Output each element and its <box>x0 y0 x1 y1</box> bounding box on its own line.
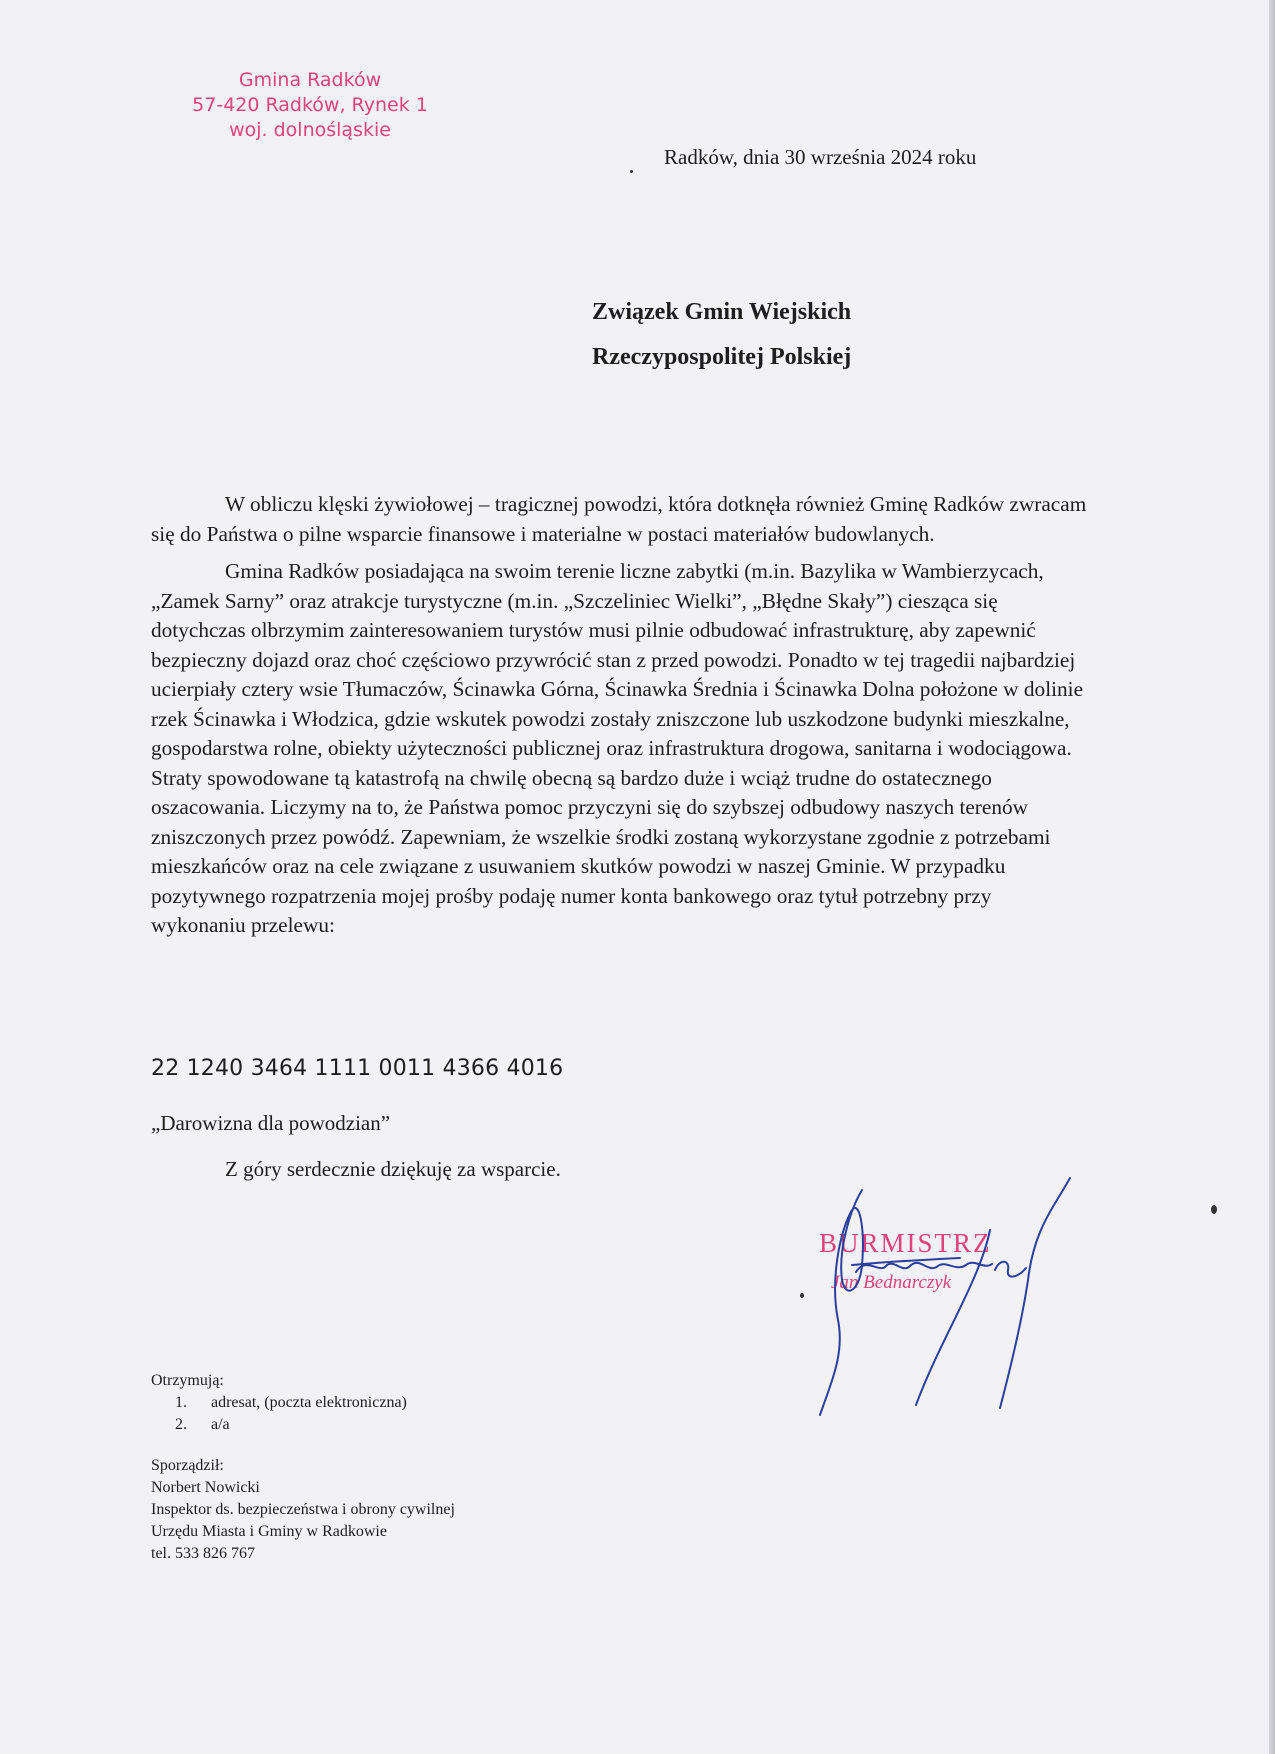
handwritten-signature <box>790 1170 1080 1420</box>
recipients-list <box>151 1370 407 1436</box>
page-edge <box>1269 0 1275 1754</box>
recipient-item-number: 1. <box>175 1394 187 1411</box>
speck-mark <box>1211 1205 1217 1214</box>
speck-mark <box>630 170 633 173</box>
stamp-title: BURMISTRZ <box>819 1228 992 1258</box>
recipient-line-2: Rzeczypospolitej Polskiej <box>592 344 852 370</box>
recipient-item-text: adresat, (poczta elektroniczna) <box>211 1394 407 1411</box>
recipient-item <box>151 1414 407 1436</box>
recipient-item-number: 2. <box>175 1416 187 1433</box>
recipient-item <box>151 1392 407 1414</box>
transfer-title: „Darowizna dla powodzian” <box>151 1111 391 1135</box>
letterhead-line-3: woj. dolnośląskie <box>229 119 391 141</box>
prepared-by-phone: tel. 533 826 767 <box>151 1545 255 1562</box>
prepared-by-heading: Sporządził: <box>151 1457 224 1474</box>
recipient-line-1: Związek Gmin Wiejskich <box>592 299 852 325</box>
letterhead-line-2: 57-420 Radków, Rynek 1 <box>192 94 428 116</box>
bank-account-number: 22 1240 3464 1111 0011 4366 4016 <box>151 1056 564 1081</box>
speck-mark <box>800 1293 804 1298</box>
prepared-by-block <box>151 1455 455 1565</box>
prepared-by-office: Urzędu Miasta i Gminy w Radkowie <box>151 1523 387 1540</box>
letterhead-line-1: Gmina Radków <box>238 69 382 91</box>
letter-body <box>151 490 1091 949</box>
thanks-line: Z góry serdecznie dziękuję za wsparcie. <box>225 1157 561 1181</box>
body-paragraph-1: W obliczu klęski żywiołowej – tragicznej powodzi, która dotknęła również Gminę Radków zwracam się do Państwa o pilne wsparcie finansowe i materialne w postaci materiałów budowlanych. <box>151 492 1087 546</box>
recipient-block <box>592 290 972 380</box>
prepared-by-name: Norbert Nowicki <box>151 1479 260 1496</box>
body-paragraph-2: Gmina Radków posiadająca na swoim terenie liczne zabytki (m.in. Bazylika w Wambierzycach, „Zamek Sarny” oraz atrakcje turystyczne (m.in. „Szczeliniec Wielki”, „Błędne Skały”) ciesząca się dotychczas olbrzymim zainteresowaniem turystów musi pilnie odbudować infrastrukturę, aby zapewnić bezpieczny dojazd oraz choć częściowo przywrócić stan z przed powodzi. Ponadto w tej tragedii najbardziej ucierpiały cztery wsie Tłumaczów, Ścinawka Górna, Ścinawka Średnia i Ścinawka Dolna położone w dolinie rzek Ścinawka i Włodzica, gdzie wskutek powodzi zostały zniszczone lub uszkodzone budynki mieszkalne, gospodarstwa rolne, obiekty użyteczności publicznej oraz infrastruktura drogowa, sanitarna i wodociągowa. Straty spowodowane tą katastrofą na chwilę obecną są bardzo duże i wciąż trudne do ostatecznego oszacowania. Liczymy na to, że Państwa pomoc przyczyni się do szybszej odbudowy naszych terenów zniszczonych przez powódź. Zapewniam, że wszelkie środki zostaną wykorzystane zgodnie z potrzebami mieszkańców oraz na cele związane z usuwaniem skutków powodzi w naszej Gminie. W przypadku pozytywnego rozpatrzenia mojej prośby podaję numer konta bankowego oraz tytuł potrzebny przy wykonaniu przelewu: <box>151 559 1084 937</box>
prepared-by-position: Inspektor ds. bezpieczeństwa i obrony cywilnej <box>151 1501 455 1518</box>
dateline: Radków, dnia 30 września 2024 roku <box>664 145 977 169</box>
stamp-name: Jan Bednarczyk <box>831 1272 952 1293</box>
letterhead-stamp <box>160 68 460 143</box>
recipients-heading: Otrzymują: <box>151 1372 224 1389</box>
recipient-item-text: a/a <box>211 1416 230 1433</box>
